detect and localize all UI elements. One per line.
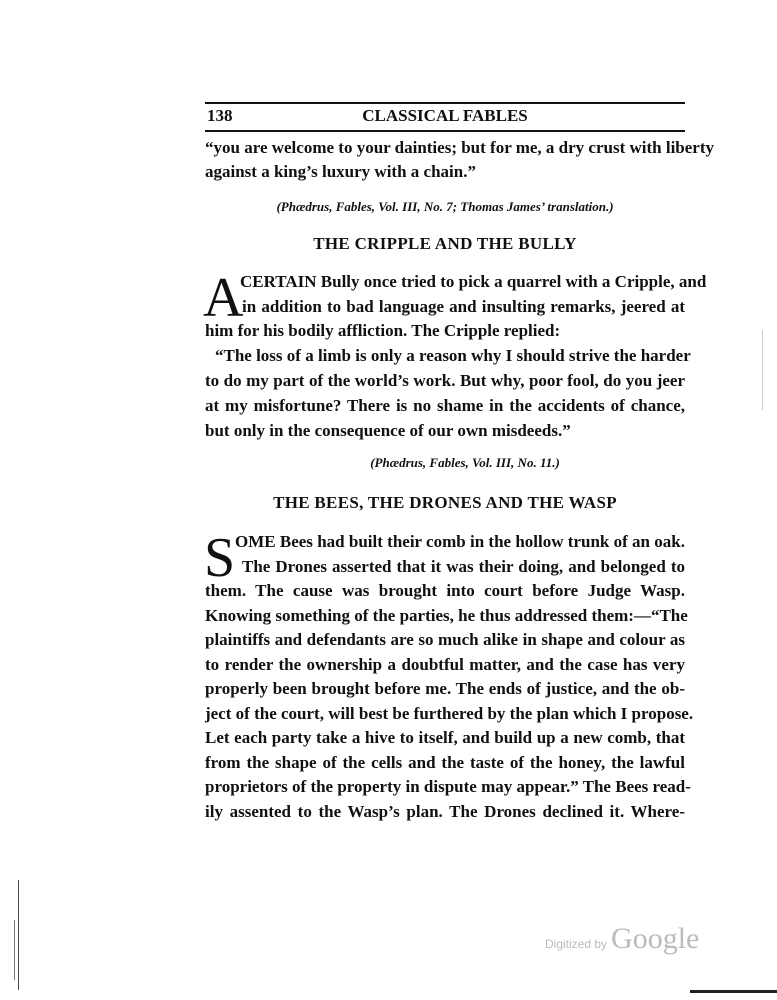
text-line: to render the ownership a doubtful matter, and the case has very — [205, 655, 685, 674]
text-line: to do my part of the world’s work. But why, poor fool, do you jeer — [205, 371, 685, 390]
watermark-prefix: Digitized by — [545, 937, 608, 951]
text-line: plaintiffs and defendants are so much alike in shape and colour as — [205, 630, 685, 649]
drop-cap: S — [204, 527, 236, 589]
text-line: ily assented to the Wasp’s plan. The Drones declined it. Where- — [205, 802, 685, 821]
running-title: CLASSICAL FABLES — [362, 106, 528, 125]
text-line: them. The cause was brought into court before Judge Wasp. — [205, 581, 685, 600]
fable-title: THE CRIPPLE AND THE BULLY — [313, 234, 577, 253]
text-line: proprietors of the property in dispute may appear.” The Bees read- — [205, 777, 691, 796]
header-bottom-rule — [205, 130, 685, 132]
page-number: 138 — [207, 106, 233, 125]
text-line: him for his bodily affliction. The Cripple replied: — [205, 321, 561, 340]
fable-title: THE BEES, THE DRONES AND THE WASP — [273, 493, 617, 512]
scan-edge-mark — [14, 920, 15, 980]
drop-cap: A — [203, 267, 244, 329]
text-line: but only in the consequence of our own misdeeds.” — [205, 421, 571, 440]
citation: (Phædrus, Fables, Vol. III, No. 7; Thomas James’ translation.) — [276, 199, 614, 214]
scan-edge-mark — [690, 990, 777, 993]
text-line: in addition to bad language and insulting remarks, jeered at — [242, 297, 685, 316]
text-line: The Drones asserted that it was their doing, and belonged to — [242, 557, 685, 576]
text-line: “The loss of a limb is only a reason why I should strive the harder — [215, 346, 691, 365]
citation: (Phædrus, Fables, Vol. III, No. 11.) — [370, 455, 560, 470]
text-line: at my misfortune? There is no shame in the accidents of chance, — [205, 396, 685, 415]
watermark-brand: Google — [611, 922, 700, 955]
text-line: properly been brought before me. The ends of justice, and the ob- — [205, 679, 685, 698]
text-line: from the shape of the cells and the taste of the honey, the lawful — [205, 753, 685, 772]
text-line: OME Bees had built their comb in the hollow trunk of an oak. — [235, 532, 685, 551]
header-top-rule — [205, 102, 685, 104]
text-line: against a king’s luxury with a chain.” — [205, 162, 476, 181]
scan-edge-mark — [762, 330, 763, 410]
text-line: CERTAIN Bully once tried to pick a quarrel with a Cripple, and — [240, 272, 707, 291]
text-line: Knowing something of the parties, he thus addressed them:—“The — [205, 606, 688, 625]
text-line: ject of the court, will best be furthered by the plan which I propose. — [205, 704, 694, 723]
text-line: Let each party take a hive to itself, and build up a new comb, that — [205, 728, 685, 747]
text-line: “you are welcome to your dainties; but for me, a dry crust with liberty — [205, 138, 714, 157]
digitized-by-google-watermark — [545, 922, 699, 956]
scan-edge-mark — [18, 880, 19, 990]
